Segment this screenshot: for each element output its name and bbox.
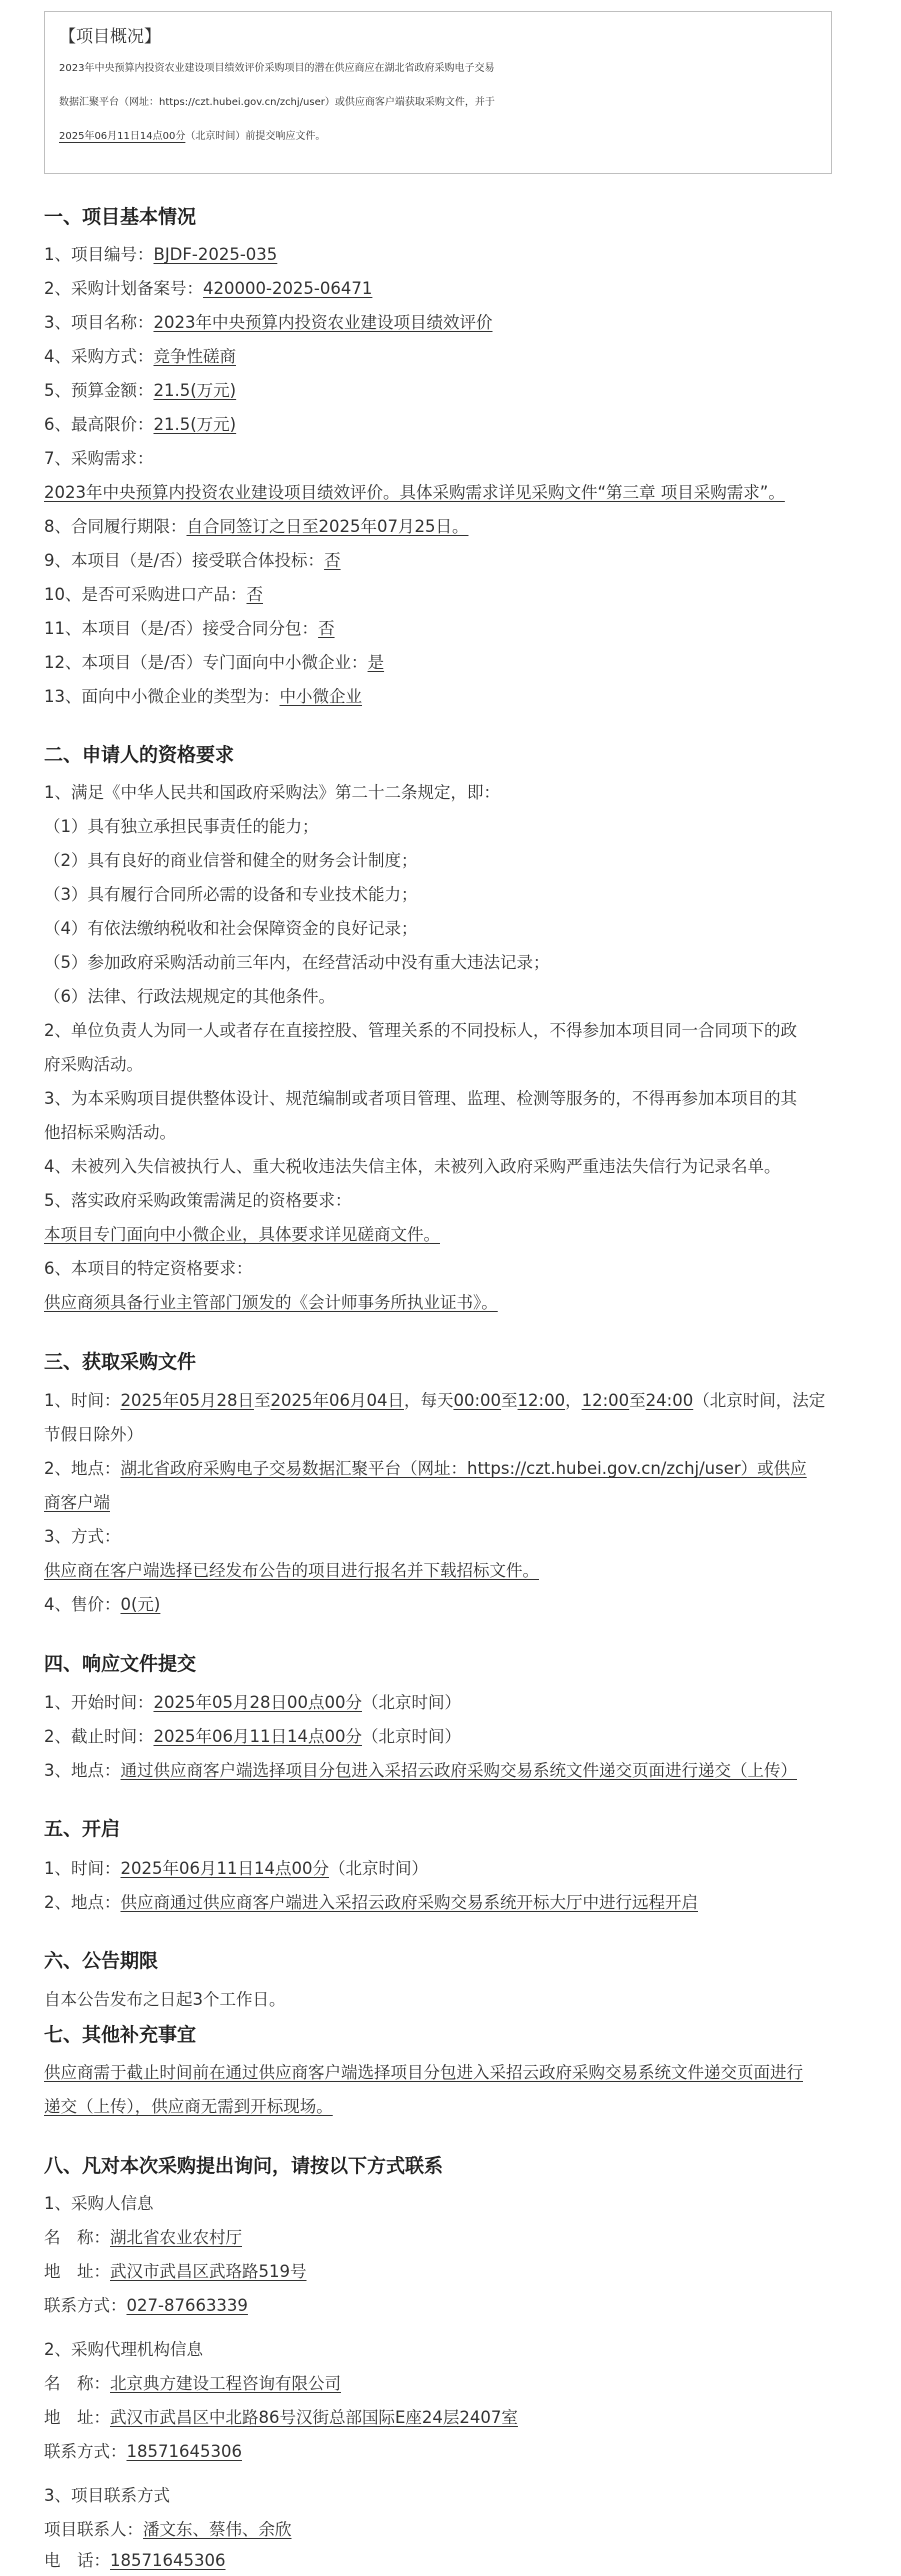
- project-contact-phone-value: 18571645306: [110, 2551, 226, 2570]
- agency-address-label: 地 址：: [44, 2408, 110, 2427]
- purchaser-address-value: 武汉市武昌区武珞路519号: [110, 2262, 307, 2281]
- purchaser-address-label: 地 址：: [44, 2262, 110, 2281]
- sme-only: [44, 651, 384, 675]
- overview-line-2: 数据汇聚平台（网址：https://czt.hubei.gov.cn/zchj/user）或供应商客户端获取采购文件，并于: [59, 97, 495, 108]
- requirement-2-line-1: 2、单位负责人为同一人或者存在直接控股、管理关系的不同投标人，不得参加本项目同一合同项下的政: [44, 1021, 797, 1040]
- obtain-to-1: 至: [253, 1391, 271, 1410]
- section-2-heading: 二、申请人的资格要求: [44, 744, 235, 766]
- requirement-1: 1、满足《中华人民共和国政府采购法》第二十二条规定，即：: [44, 783, 500, 802]
- agency-name-label: 名 称：: [44, 2374, 110, 2393]
- obtain-hour-4: 24:00: [645, 1391, 694, 1410]
- submit-deadline-tail: （北京时间）: [361, 1727, 461, 1746]
- requirement-4: 4、未被列入失信被执行人、重大税收违法失信主体，未被列入政府采购严重违法失信行为记录名单。: [44, 1157, 781, 1176]
- purchaser-name-value: 湖北省农业农村厅: [110, 2228, 242, 2247]
- submit-deadline-label: 2、截止时间：: [44, 1727, 154, 1746]
- subcontracting-label: 11、本项目（是/否）接受合同分包：: [44, 619, 319, 638]
- procurement-needs-value: [44, 481, 785, 505]
- submit-location-value: 通过供应商客户端选择项目分包进入采招云政府采购交易系统文件递交页面进行递交（上传）: [120, 1761, 797, 1780]
- sme-type-label: 13、面向中小微企业的类型为：: [44, 687, 280, 706]
- section-3-heading: 三、获取采购文件: [44, 1351, 197, 1373]
- budget-label: 5、预算金额：: [44, 381, 154, 400]
- submit-deadline-value: 2025年06月11日14点00分: [153, 1727, 362, 1746]
- obtain-time: [44, 1389, 825, 1413]
- section-7-heading: 七、其他补充事宜: [44, 2024, 197, 2046]
- overview-line-3: [59, 120, 817, 154]
- consortium-bidding: [44, 549, 341, 573]
- requirement-5-text: 本项目专门面向中小微企业，具体要求详见磋商文件。: [44, 1225, 440, 1244]
- requirement-1-b: （2）具有良好的商业信誉和健全的财务会计制度；: [44, 851, 418, 870]
- agency-contact-label: 联系方式：: [44, 2442, 127, 2461]
- obtain-method-value: [44, 1559, 539, 1583]
- procurement-needs-text: 2023年中央预算内投资农业建设项目绩效评价。具体采购需求详见采购文件“第三章 项目采购需求”。: [44, 483, 785, 502]
- opening-location-value: 供应商通过供应商客户端进入采招云政府采购交易系统开标大厅中进行远程开启: [120, 1893, 698, 1912]
- obtain-daily: ，每天: [403, 1391, 454, 1410]
- supplement-line-1: [44, 2061, 803, 2085]
- sme-type: [44, 685, 362, 709]
- requirement-1-e: （5）参加政府采购活动前三年内，在经营活动中没有重大违法记录；: [44, 953, 550, 972]
- subcontracting: [44, 617, 335, 641]
- obtain-price-value: 0(元): [120, 1595, 161, 1614]
- requirement-1-d: （4）有依法缴纳税收和社会保障资金的良好记录；: [44, 919, 418, 938]
- requirement-1-a: （1）具有独立承担民事责任的能力；: [44, 817, 319, 836]
- consortium-label: 9、本项目（是/否）接受联合体投标：: [44, 551, 325, 570]
- procurement-needs-label: 7、采购需求：: [44, 449, 154, 468]
- obtain-location-label: 2、地点：: [44, 1459, 121, 1478]
- contract-period-label: 8、合同履行期限：: [44, 517, 187, 536]
- section-4-heading: 四、响应文件提交: [44, 1653, 197, 1675]
- agency-name: [44, 2372, 341, 2396]
- plan-record-value: 420000-2025-06471: [203, 279, 373, 298]
- contract-period: [44, 515, 468, 539]
- notice-period: 自本公告发布之日起3个工作日。: [44, 1990, 286, 2009]
- plan-record-label: 2、采购计划备案号：: [44, 279, 203, 298]
- submit-start-value: 2025年05月28日00点00分: [153, 1693, 362, 1712]
- budget-value: 21.5(万元): [153, 381, 237, 400]
- submit-start-tail: （北京时间）: [361, 1693, 461, 1712]
- project-contact-title: 3、项目联系方式: [44, 2486, 170, 2505]
- imported-products: [44, 583, 263, 607]
- obtain-method-text: 供应商在客户端选择已经发布公告的项目进行报名并下载招标文件。: [44, 1561, 539, 1580]
- obtain-location-value-2: 商客户端: [44, 1493, 110, 1512]
- purchaser-contact-label: 联系方式：: [44, 2296, 127, 2315]
- purchaser-info-title: 1、采购人信息: [44, 2194, 154, 2213]
- section-1-heading: 一、项目基本情况: [44, 206, 197, 228]
- submit-location: [44, 1759, 797, 1783]
- budget-amount: [44, 379, 236, 403]
- agency-contact-value: 18571645306: [126, 2442, 242, 2461]
- project-contact-phone-label: 电 话：: [44, 2551, 110, 2570]
- project-name-value: 2023年中央预算内投资农业建设项目绩效评价: [153, 313, 493, 332]
- requirement-6-text: 供应商须具备行业主管部门颁发的《会计师事务所执业证书》。: [44, 1293, 498, 1312]
- supplement-line-2: [44, 2095, 333, 2119]
- agency-info-title: 2、采购代理机构信息: [44, 2340, 203, 2359]
- project-number: [44, 243, 277, 267]
- opening-time-value: 2025年06月11日14点00分: [120, 1859, 329, 1878]
- purchaser-contact: [44, 2294, 248, 2318]
- obtain-time-label: 1、时间：: [44, 1391, 121, 1410]
- overview-deadline-tail: （北京时间）前提交响应文件。: [185, 131, 326, 142]
- overview-line-1: 2023年中央预算内投资农业建设项目绩效评价采购项目的潜在供应商应在湖北省政府采购电子交易: [59, 63, 495, 74]
- obtain-price: [44, 1593, 160, 1617]
- requirement-2-line-2: 府采购活动。: [44, 1055, 143, 1074]
- project-name-label: 3、项目名称：: [44, 313, 154, 332]
- project-name: [44, 311, 493, 335]
- sme-only-label: 12、本项目（是/否）专门面向中小微企业：: [44, 653, 368, 672]
- opening-location: [44, 1891, 698, 1915]
- max-price: [44, 413, 236, 437]
- project-contact-person: [44, 2518, 292, 2542]
- obtain-sep: ，: [565, 1391, 582, 1410]
- obtain-hour-3: 12:00: [581, 1391, 630, 1410]
- project-overview-box: [44, 11, 832, 174]
- sme-type-value: 中小微企业: [279, 687, 362, 706]
- project-number-label: 1、项目编号：: [44, 245, 154, 264]
- obtain-hour-1: 00:00: [453, 1391, 502, 1410]
- imported-label: 10、是否可采购进口产品：: [44, 585, 247, 604]
- obtain-to-3: 至: [629, 1391, 646, 1410]
- procurement-method-value: 竞争性磋商: [153, 347, 236, 366]
- section-8-heading: 八、凡对本次采购提出询问，请按以下方式联系: [44, 2155, 444, 2177]
- plan-record-number: [44, 277, 372, 301]
- purchaser-name: [44, 2226, 242, 2250]
- supplement-text-1: 供应商需于截止时间前在通过供应商客户端选择项目分包进入采招云政府采购交易系统文件递交页面进行: [44, 2063, 803, 2082]
- requirement-3-line-2: 他招标采购活动。: [44, 1123, 176, 1142]
- consortium-value: 否: [324, 551, 341, 570]
- overview-deadline: 2025年06月11日14点00分: [59, 131, 186, 142]
- opening-time-tail: （北京时间）: [328, 1859, 428, 1878]
- requirement-6: 6、本项目的特定资格要求：: [44, 1259, 253, 1278]
- purchaser-address: [44, 2260, 307, 2284]
- supplement-text-2: 递交（上传），供应商无需到开标现场。: [44, 2097, 333, 2116]
- requirement-6-value: [44, 1291, 498, 1315]
- max-price-value: 21.5(万元): [153, 415, 237, 434]
- sme-only-value: 是: [367, 653, 385, 672]
- project-contact-person-label: 项目联系人：: [44, 2520, 143, 2539]
- imported-value: 否: [246, 585, 263, 604]
- agency-name-value: 北京典方建设工程咨询有限公司: [110, 2374, 341, 2393]
- project-contact-phone: [44, 2549, 225, 2573]
- max-price-label: 6、最高限价：: [44, 415, 154, 434]
- requirement-5: 5、落实政府采购政策需满足的资格要求：: [44, 1191, 352, 1210]
- obtain-tail: （北京时间，法定: [693, 1391, 826, 1410]
- obtain-hour-2: 12:00: [517, 1391, 566, 1410]
- requirement-1-c: （3）具有履行合同所必需的设备和专业技术能力；: [44, 885, 418, 904]
- agency-address: [44, 2406, 518, 2430]
- section-6-heading: 六、公告期限: [44, 1950, 159, 1972]
- requirement-1-f: （6）法律、行政法规规定的其他条件。: [44, 987, 335, 1006]
- agency-address-value: 武汉市武昌区中北路86号汉街总部国际E座24层2407室: [110, 2408, 518, 2427]
- obtain-location-value: 湖北省政府采购电子交易数据汇聚平台（网址：https://czt.hubei.gov.cn/zchj/user）或供应: [120, 1459, 807, 1478]
- opening-time-label: 1、时间：: [44, 1859, 121, 1878]
- procurement-method-label: 4、采购方式：: [44, 347, 154, 366]
- project-number-value: BJDF-2025-035: [153, 245, 278, 264]
- procurement-method: [44, 345, 236, 369]
- obtain-start-date: 2025年05月28日: [120, 1391, 254, 1410]
- obtain-end-date: 2025年06月04日: [270, 1391, 404, 1410]
- submit-start: [44, 1691, 461, 1715]
- obtain-location: [44, 1457, 807, 1481]
- submit-location-label: 3、地点：: [44, 1761, 121, 1780]
- overview-title: 【项目概况】: [59, 27, 161, 47]
- section-5-heading: 五、开启: [44, 1818, 121, 1840]
- obtain-time-line-2: 节假日除外）: [44, 1425, 143, 1444]
- obtain-price-label: 4、售价：: [44, 1595, 121, 1614]
- opening-time: [44, 1857, 428, 1881]
- subcontracting-value: 否: [318, 619, 335, 638]
- submit-start-label: 1、开始时间：: [44, 1693, 154, 1712]
- obtain-location-line-2: [44, 1491, 110, 1515]
- obtain-to-2: 至: [501, 1391, 518, 1410]
- requirement-5-value: [44, 1223, 440, 1247]
- obtain-method-label: 3、方式：: [44, 1527, 121, 1546]
- opening-location-label: 2、地点：: [44, 1893, 121, 1912]
- purchaser-contact-value: 027-87663339: [126, 2296, 248, 2315]
- contract-period-value: 自合同签订之日至2025年07月25日。: [186, 517, 469, 536]
- requirement-3-line-1: 3、为本采购项目提供整体设计、规范编制或者项目管理、监理、检测等服务的，不得再参加本项目的其: [44, 1089, 797, 1108]
- agency-contact: [44, 2440, 242, 2464]
- project-contact-person-value: 潘文东、蔡伟、余欣: [143, 2520, 292, 2539]
- purchaser-name-label: 名 称：: [44, 2228, 110, 2247]
- submit-deadline: [44, 1725, 461, 1749]
